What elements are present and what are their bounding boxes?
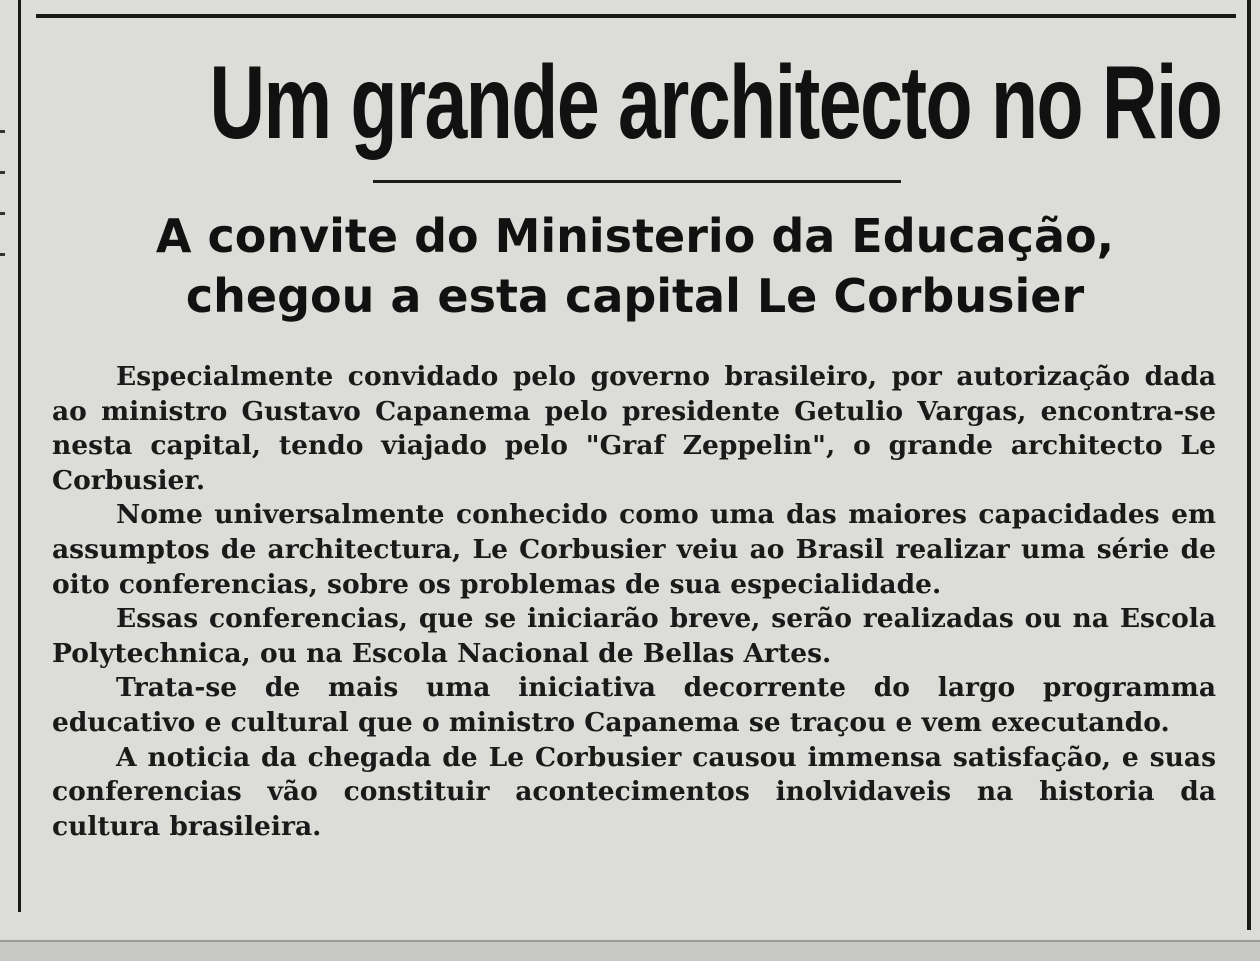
article-paragraph: Trata-se de mais uma iniciativa decorrente do largo programma educativo e cultural que o ministro Capanema se traçou e vem executando. <box>52 672 1216 738</box>
article-paragraph: Essas conferencias, que se iniciarão breve, serão realizadas ou na Escola Polytechnica, ou na Escola Nacional de Bellas Artes. <box>52 603 1216 669</box>
page-bottom-edge <box>0 940 1260 961</box>
subheadline: A convite do Ministerio da Educação, chegou a esta capital Le Corbusier <box>155 209 1115 323</box>
right-column-rule <box>1247 0 1251 930</box>
article-paragraph: A noticia da chegada de Le Corbusier causou immensa satisfação, e suas conferencias vão constituir acontecimentos inolvidaveis na historia da cultura brasileira. <box>52 741 1216 842</box>
headline-divider <box>373 180 901 183</box>
article-paragraph: Nome universalmente conhecido como uma das maiores capacidades em assumptos de architectura, Le Corbusier veiu ao Brasil realizar uma série de oito conferencias, sobre os problemas de sua especialidade. <box>52 499 1216 600</box>
article-paragraph: Especialmente convidado pelo governo brasileiro, por autorização dada ao ministro Gustavo Capanema pelo presidente Getulio Vargas, encontra-se nesta capital, tendo viajado pelo "Graf Zeppelin", o grande architecto Le Corbusier. <box>52 361 1216 496</box>
headline: Um grande architecto no Rio <box>209 45 1222 161</box>
top-rule <box>36 14 1236 18</box>
adjacent-column-fragment <box>0 130 8 300</box>
article-body <box>52 360 1216 844</box>
left-column-rule <box>18 0 21 912</box>
